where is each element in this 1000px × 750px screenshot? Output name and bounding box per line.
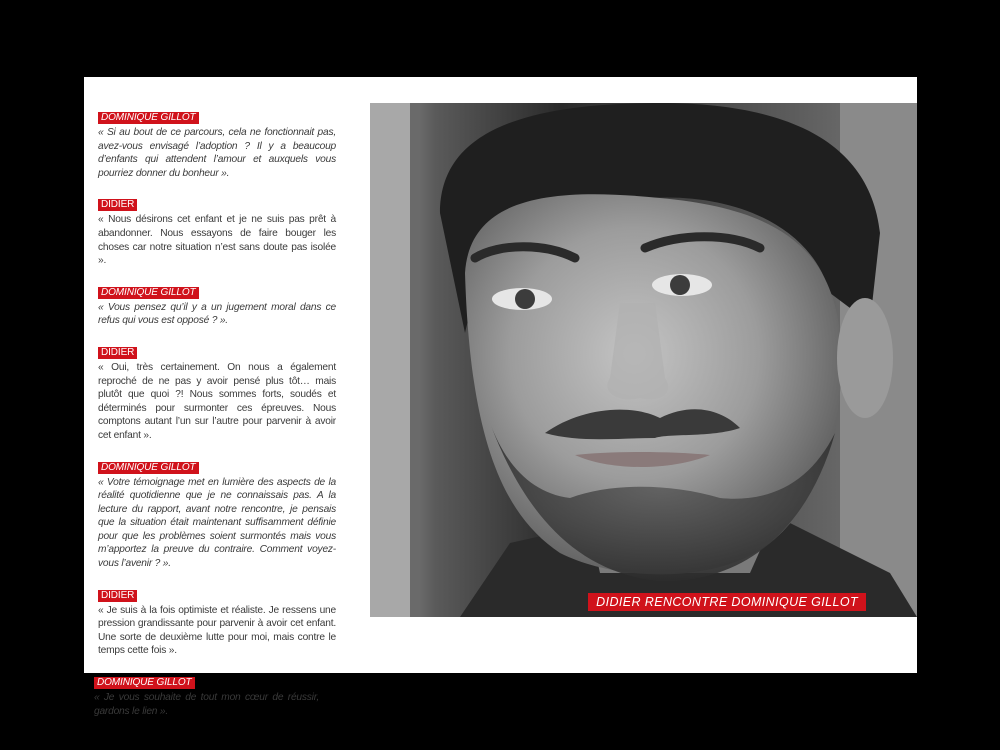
speaker-tag: DIDIER	[98, 347, 137, 359]
portrait-photo	[370, 103, 917, 617]
dialogue-text: « Votre témoignage met en lumière des aspects de la réalité quotidienne que je ne connaissais pas. A la lecture du rapport, avant notre rencontre, je pensais que la situation était maintenant suffisamment définie pour que les problèmes soient surmontés mais vous m’apportez la preuve du contraire. Comment voyez-vous l’avenir ? ».	[98, 476, 336, 570]
dialogue-text: « Nous désirons cet enfant et je ne suis pas prêt à abandonner. Nous essayons de faire bouger les choses car notre situation n’est sans doute pas isolée ».	[98, 214, 336, 267]
dialogue-block	[94, 672, 336, 718]
dialogue-block	[98, 194, 336, 267]
speaker-tag: DOMINIQUE GILLOT	[94, 677, 195, 689]
dialogue-block	[98, 585, 336, 658]
speaker-tag: DOMINIQUE GILLOT	[98, 462, 199, 474]
dialogue-text: « Je vous souhaite de tout mon cœur de réussir, gardons le lien ».	[94, 692, 319, 717]
interview-text-column	[94, 107, 336, 732]
speaker-tag: DOMINIQUE GILLOT	[98, 287, 199, 299]
dialogue-block	[98, 342, 336, 443]
speaker-tag: DIDIER	[98, 590, 137, 602]
dialogue-text: « Je suis à la fois optimiste et réaliste. Je ressens une pression grandissante pour parvenir à avoir cet enfant. Une sorte de deuxième lutte pour moi, mais contre le temps cette fois ».	[98, 604, 336, 657]
portrait-image	[370, 103, 917, 617]
speaker-tag: DOMINIQUE GILLOT	[98, 112, 199, 124]
dialogue-text: « Oui, très certainement. On nous a également reproché de ne pas y avoir pensé plus tôt… mais plutôt que quoi ?! Nous sommes forts, soudés et déterminés pour surmonter ces épreuves. Nous comptons autant l’un sur l’autre pour parvenir à avoir cet enfant ».	[98, 361, 336, 441]
photo-caption: DIDIER RENCONTRE DOMINIQUE GILLOT	[588, 593, 866, 611]
dialogue-text: « Si au bout de ce parcours, cela ne fonctionnait pas, avez-vous envisagé l’adoption ? Il y a beaucoup d’enfants qui attendent l’amour et auxquels vous pourriez donner du bonheur ».	[98, 127, 336, 179]
dialogue-block	[98, 107, 336, 180]
document-page	[84, 77, 917, 717]
speaker-tag: DIDIER	[98, 199, 137, 211]
dialogue-block	[98, 282, 336, 328]
dialogue-text: « Vous pensez qu’il y a un jugement moral dans ce refus qui vous est opposé ? ».	[98, 301, 336, 327]
dialogue-block	[98, 457, 336, 571]
